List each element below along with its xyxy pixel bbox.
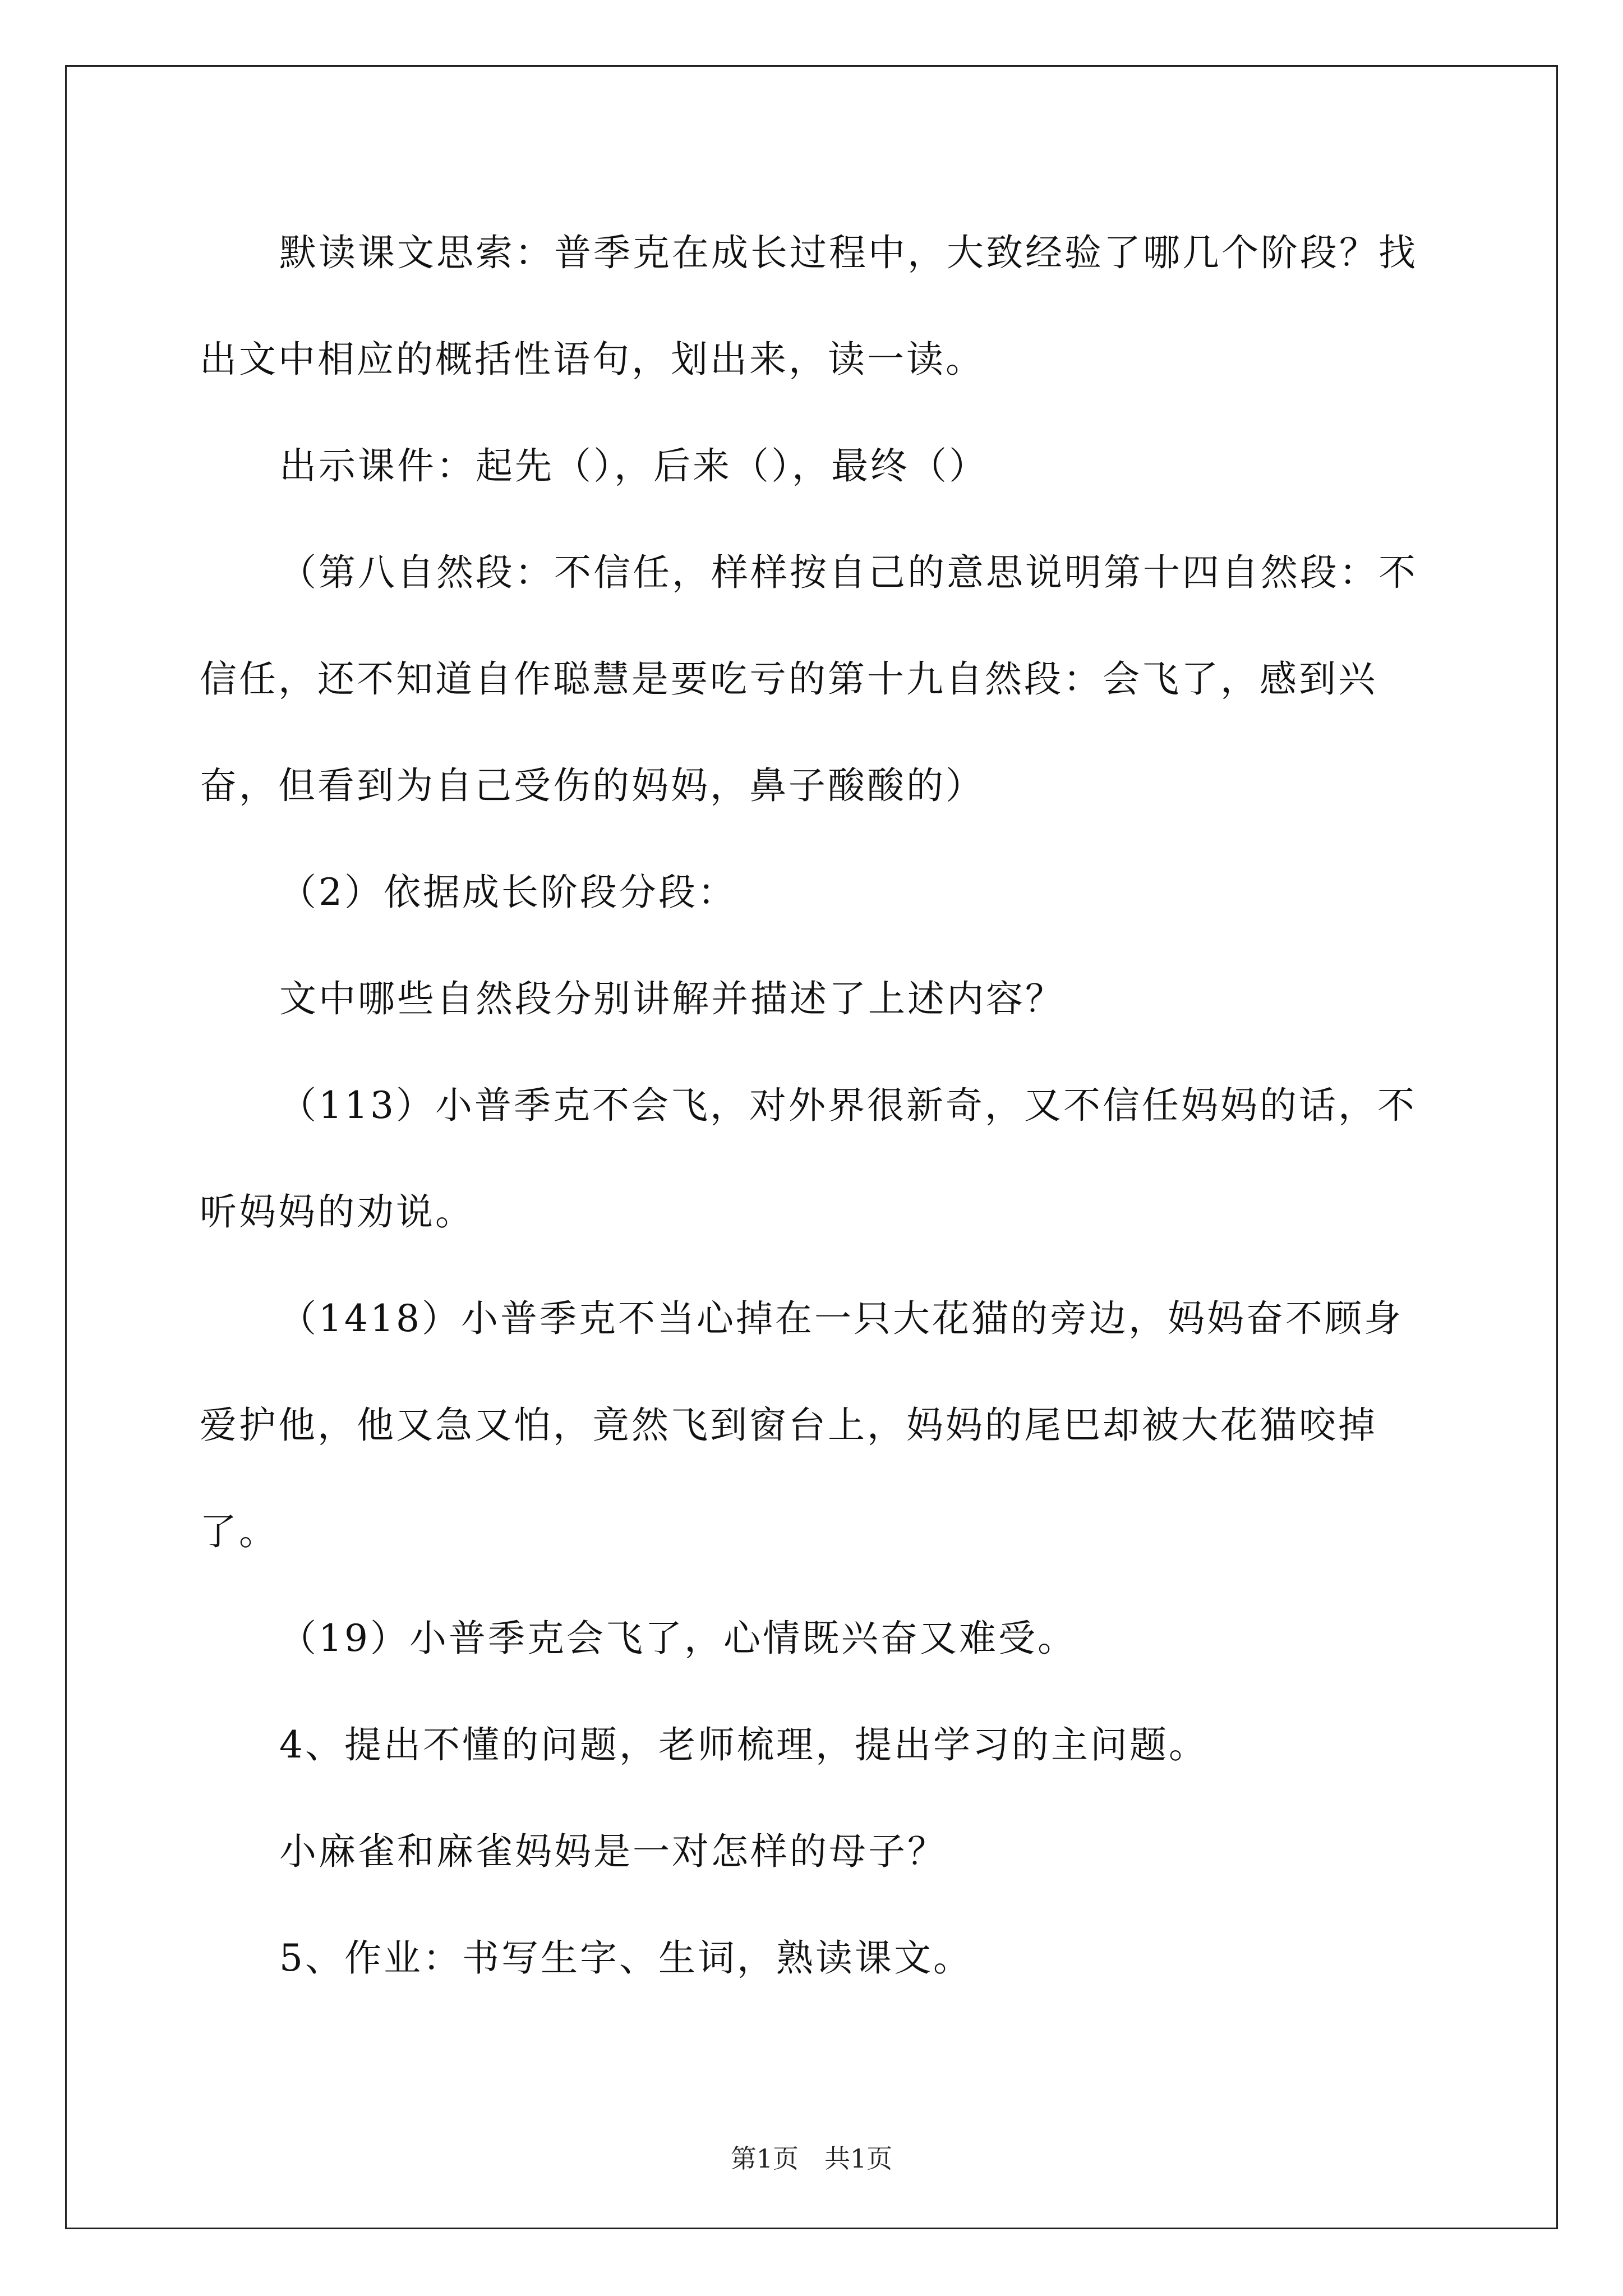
page-number-footer: 第1页 共1页 bbox=[730, 2143, 893, 2174]
paragraph: 默读课文思索：普季克在成长过程中，大致经验了哪几个阶段？找出文中相应的概括性语句，划出来，读一读。 bbox=[200, 231, 1418, 381]
paragraph: （19）小普季克会飞了，心情既兴奋又难受。 bbox=[279, 1617, 1077, 1660]
paragraph: 4、提出不懂的问题，老师梳理，提出学习的主问题。 bbox=[279, 1723, 1208, 1766]
paragraph: 出示课件：起先（），后来（），最终（） bbox=[279, 444, 988, 487]
paragraph: （1418）小普季克不当心掉在一只大花猫的旁边，妈妈奋不顾身爱护他，他又急又怕，竟然飞到窗台上，妈妈的尾巴却被大花猫咬掉了。 bbox=[200, 1297, 1403, 1553]
paragraph: （第八自然段：不信任，样样按自己的意思说明第十四自然段：不信任，还不知道自作聪慧是要吃亏的第十九自然段：会飞了，感到兴奋，但看到为自己受伤的妈妈，鼻子酸酸的） bbox=[200, 551, 1418, 807]
paragraph: 文中哪些自然段分别讲解并描述了上述内容？ bbox=[279, 977, 1064, 1020]
paragraph: （2）依据成长阶段分段： bbox=[279, 871, 737, 914]
document-body bbox=[200, 200, 1422, 2012]
paragraph: （113）小普季克不会飞，对外界很新奇，又不信任妈妈的话，不听妈妈的劝说。 bbox=[200, 1084, 1417, 1234]
paragraph: 小麻雀和麻雀妈妈是一对怎样的母子？ bbox=[279, 1830, 947, 1873]
paragraph: 5、作业：书写生字、生词，熟读课文。 bbox=[279, 1936, 972, 1980]
